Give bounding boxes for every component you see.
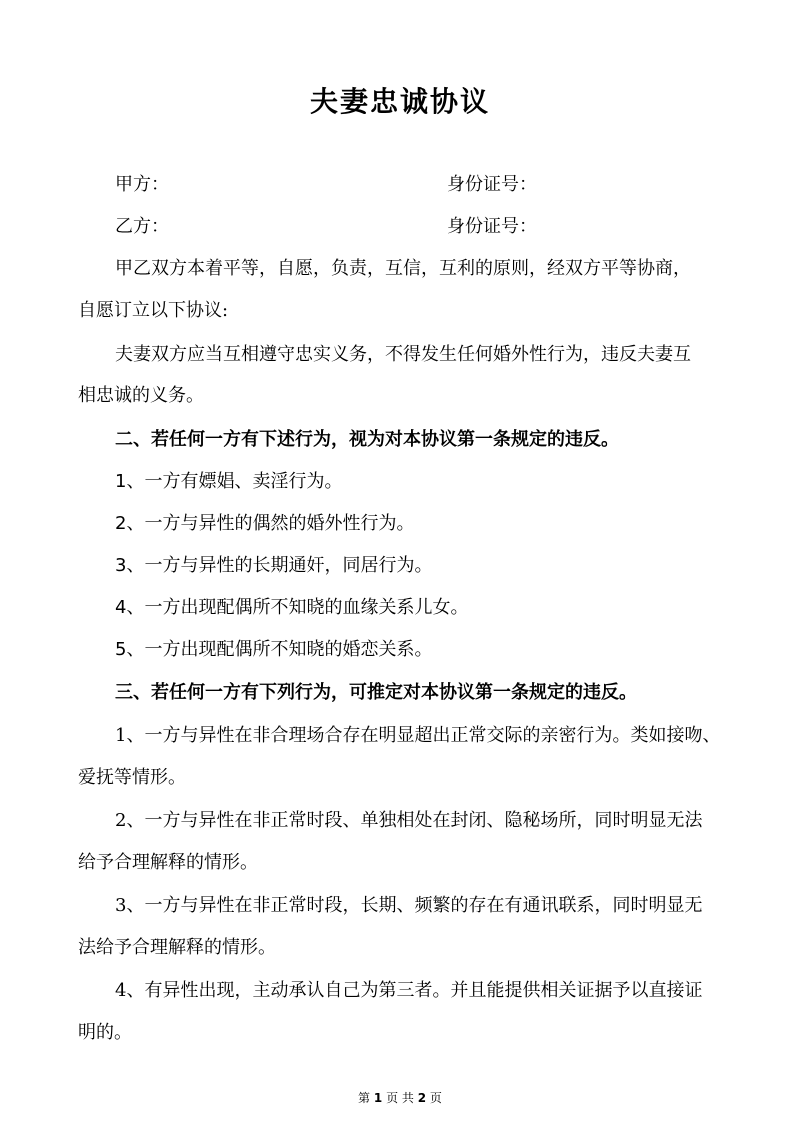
footer-prefix: 第 (358, 1091, 371, 1105)
section2-item: 2、一方与异性的偶然的婚外性行为。 (115, 513, 415, 534)
party-b-label: 乙方： (115, 216, 169, 237)
party-a-row (115, 176, 715, 194)
section2-item: 3、一方与异性的长期通奸，同居行为。 (115, 555, 433, 576)
clause1-line-1: 夫妻双方应当互相遵守忠实义务，不得发生任何婚外性行为，违反夫妻互 (115, 344, 691, 365)
section3-heading: 三、若任何一方有下列行为，可推定对本协议第一条规定的违反。 (115, 682, 637, 703)
clause1-line-2: 相忠诚的义务。 (78, 385, 204, 406)
footer-current-page: 1 (373, 1091, 383, 1105)
section2-heading: 二、若任何一方有下述行为，视为对本协议第一条规定的违反。 (115, 429, 619, 450)
party-b-row (115, 218, 715, 236)
page-title: 夫妻忠诚协议 (309, 85, 490, 118)
page-footer (0, 1089, 800, 1106)
section3-item-line-1: 4、有异性出现，主动承认自己为第三者。并且能提供相关证据予以直接证 (115, 980, 703, 1001)
footer-total-pages: 2 (417, 1091, 427, 1105)
party-b-id-label: 身份证号： (447, 216, 537, 237)
footer-suffix: 页 (429, 1091, 442, 1105)
section2-item: 4、一方出现配偶所不知晓的血缘关系儿女。 (115, 597, 469, 618)
section3-item-line-2: 明的。 (78, 1022, 132, 1043)
section2-item: 5、一方出现配偶所不知晓的婚恋关系。 (115, 639, 433, 660)
section3-item-line-1: 2、一方与异性在非正常时段、单独相处在封闭、隐秘场所，同时明显无法 (115, 810, 703, 831)
section3-item-line-2: 爱抚等情形。 (78, 767, 186, 788)
party-a-id-label: 身份证号： (447, 174, 537, 195)
section3-item-line-1: 3、一方与异性在非正常时段，长期、频繁的存在有通讯联系，同时明显无 (115, 895, 703, 916)
section3-item-line-1: 1、一方与异性在非合理场合存在明显超出正常交际的亲密行为。类如接吻、 (115, 725, 721, 746)
preamble-line-2: 自愿订立以下协议: (78, 300, 229, 321)
section3-item-line-2: 给予合理解释的情形。 (78, 852, 258, 873)
party-a-label: 甲方： (115, 174, 169, 195)
section3-item-line-2: 法给予合理解释的情形。 (78, 937, 276, 958)
footer-mid: 页 共 (386, 1091, 414, 1105)
section2-item: 1、一方有嫖娼、卖淫行为。 (115, 471, 343, 492)
preamble-line-1: 甲乙双方本着平等，自愿，负责，互信，互利的原则，经双方平等协商， (115, 258, 691, 279)
